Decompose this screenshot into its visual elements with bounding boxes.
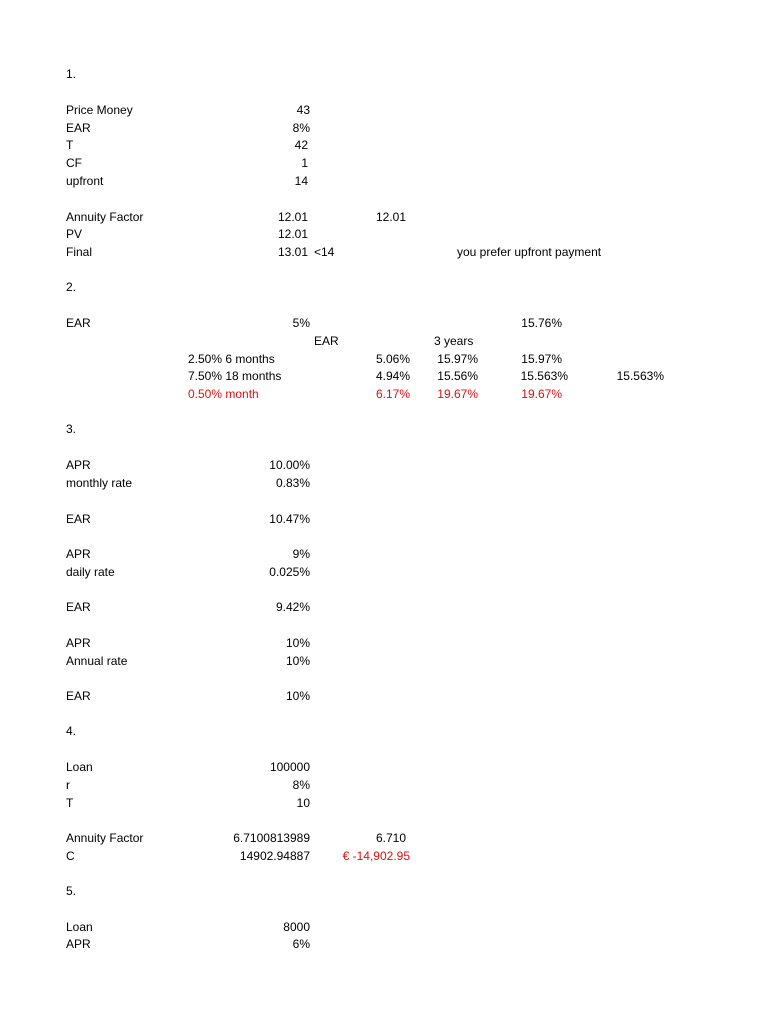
three-years-row-1: 15.97% (437, 352, 478, 366)
loan-value: 100000 (269, 760, 310, 774)
annual-rate-label: Annual rate (66, 654, 128, 668)
upfront-value: 14 (294, 174, 308, 188)
subheader-ear: EAR (314, 334, 339, 348)
section-3-heading: 3. (66, 422, 77, 436)
apr-value-5: 6% (292, 937, 310, 951)
price-money-value: 43 (296, 103, 310, 117)
ear-row-1: 5.06% (375, 352, 410, 366)
r-label: r (66, 778, 70, 792)
ear-value-3b: 9.42% (275, 600, 310, 614)
apr-value-3: 10% (285, 636, 310, 650)
apr-label-1: APR (66, 458, 91, 472)
annuity-factor-value-4: 6.7100813989 (233, 831, 310, 845)
ear-label-3b: EAR (66, 600, 91, 614)
apr-label-5: APR (66, 937, 91, 951)
col4-row-3: 19.67% (521, 387, 562, 401)
col5-row-2: 15.563% (616, 369, 664, 383)
ear-value-2: 5% (292, 316, 310, 330)
monthly-rate-value: 0.83% (275, 476, 310, 490)
annuity-factor-label: Annuity Factor (66, 210, 144, 224)
ear-row-2: 4.94% (375, 369, 410, 383)
annual-rate-value: 10% (285, 654, 310, 668)
c-label: C (66, 849, 75, 863)
apr-value-1: 10.00% (269, 458, 310, 472)
col4-row-1: 15.97% (521, 352, 562, 366)
three-years-row-3: 19.67% (437, 387, 478, 401)
rate-row-3: 0.50% month (188, 387, 259, 401)
annuity-factor-value-2: 12.01 (375, 210, 406, 224)
t-label-4: T (66, 796, 74, 810)
final-value: 13.01 (277, 245, 308, 259)
col4-row-2: 15.563% (520, 369, 568, 383)
apr-label-3: APR (66, 636, 91, 650)
ear-value: 8% (292, 121, 310, 135)
cf-value: 1 (301, 156, 308, 170)
section-2-heading: 2. (66, 280, 77, 294)
final-comparison: <14 (314, 245, 335, 259)
upfront-label: upfront (66, 174, 104, 188)
ear-label-2: EAR (66, 316, 91, 330)
price-money-label: Price Money (66, 103, 133, 117)
loan-value-5: 8000 (283, 920, 310, 934)
monthly-rate-label: monthly rate (66, 476, 133, 490)
rate-row-1: 2.50% 6 months (188, 352, 275, 366)
ear-value-3c: 10% (285, 689, 310, 703)
cf-label: CF (66, 156, 82, 170)
annuity-factor-value-4b: 6.710 (375, 831, 406, 845)
final-note: you prefer upfront payment (457, 245, 602, 259)
ear-row-3: 6.17% (375, 387, 410, 401)
apr-value-2: 9% (292, 547, 310, 561)
ear-value-3a: 10.47% (269, 512, 310, 526)
apr-label-2: APR (66, 547, 91, 561)
rate-row-2: 7.50% 18 months (188, 369, 282, 383)
subheader-3-years: 3 years (434, 334, 474, 348)
daily-rate-value: 0.025% (269, 565, 310, 579)
loan-label-5: Loan (66, 920, 93, 934)
section-4-heading: 4. (66, 724, 77, 738)
c-value-currency: € -14,902.95 (342, 849, 410, 863)
r-value: 8% (292, 778, 310, 792)
loan-label: Loan (66, 760, 93, 774)
t-value-4: 10 (296, 796, 310, 810)
t-value: 42 (294, 138, 308, 152)
ear-label-3c: EAR (66, 689, 91, 703)
ear-result-3years: 15.76% (521, 316, 562, 330)
pv-value: 12.01 (277, 227, 308, 241)
c-value: 14902.94887 (239, 849, 310, 863)
final-label: Final (66, 245, 93, 259)
daily-rate-label: daily rate (66, 565, 115, 579)
three-years-row-2: 15.56% (437, 369, 478, 383)
t-label: T (66, 138, 74, 152)
section-1-heading: 1. (66, 67, 77, 81)
annuity-factor-value: 12.01 (277, 210, 308, 224)
annuity-factor-label-4: Annuity Factor (66, 831, 144, 845)
section-5-heading: 5. (66, 884, 77, 898)
ear-label: EAR (66, 121, 91, 135)
ear-label-3a: EAR (66, 512, 91, 526)
pv-label: PV (66, 227, 83, 241)
